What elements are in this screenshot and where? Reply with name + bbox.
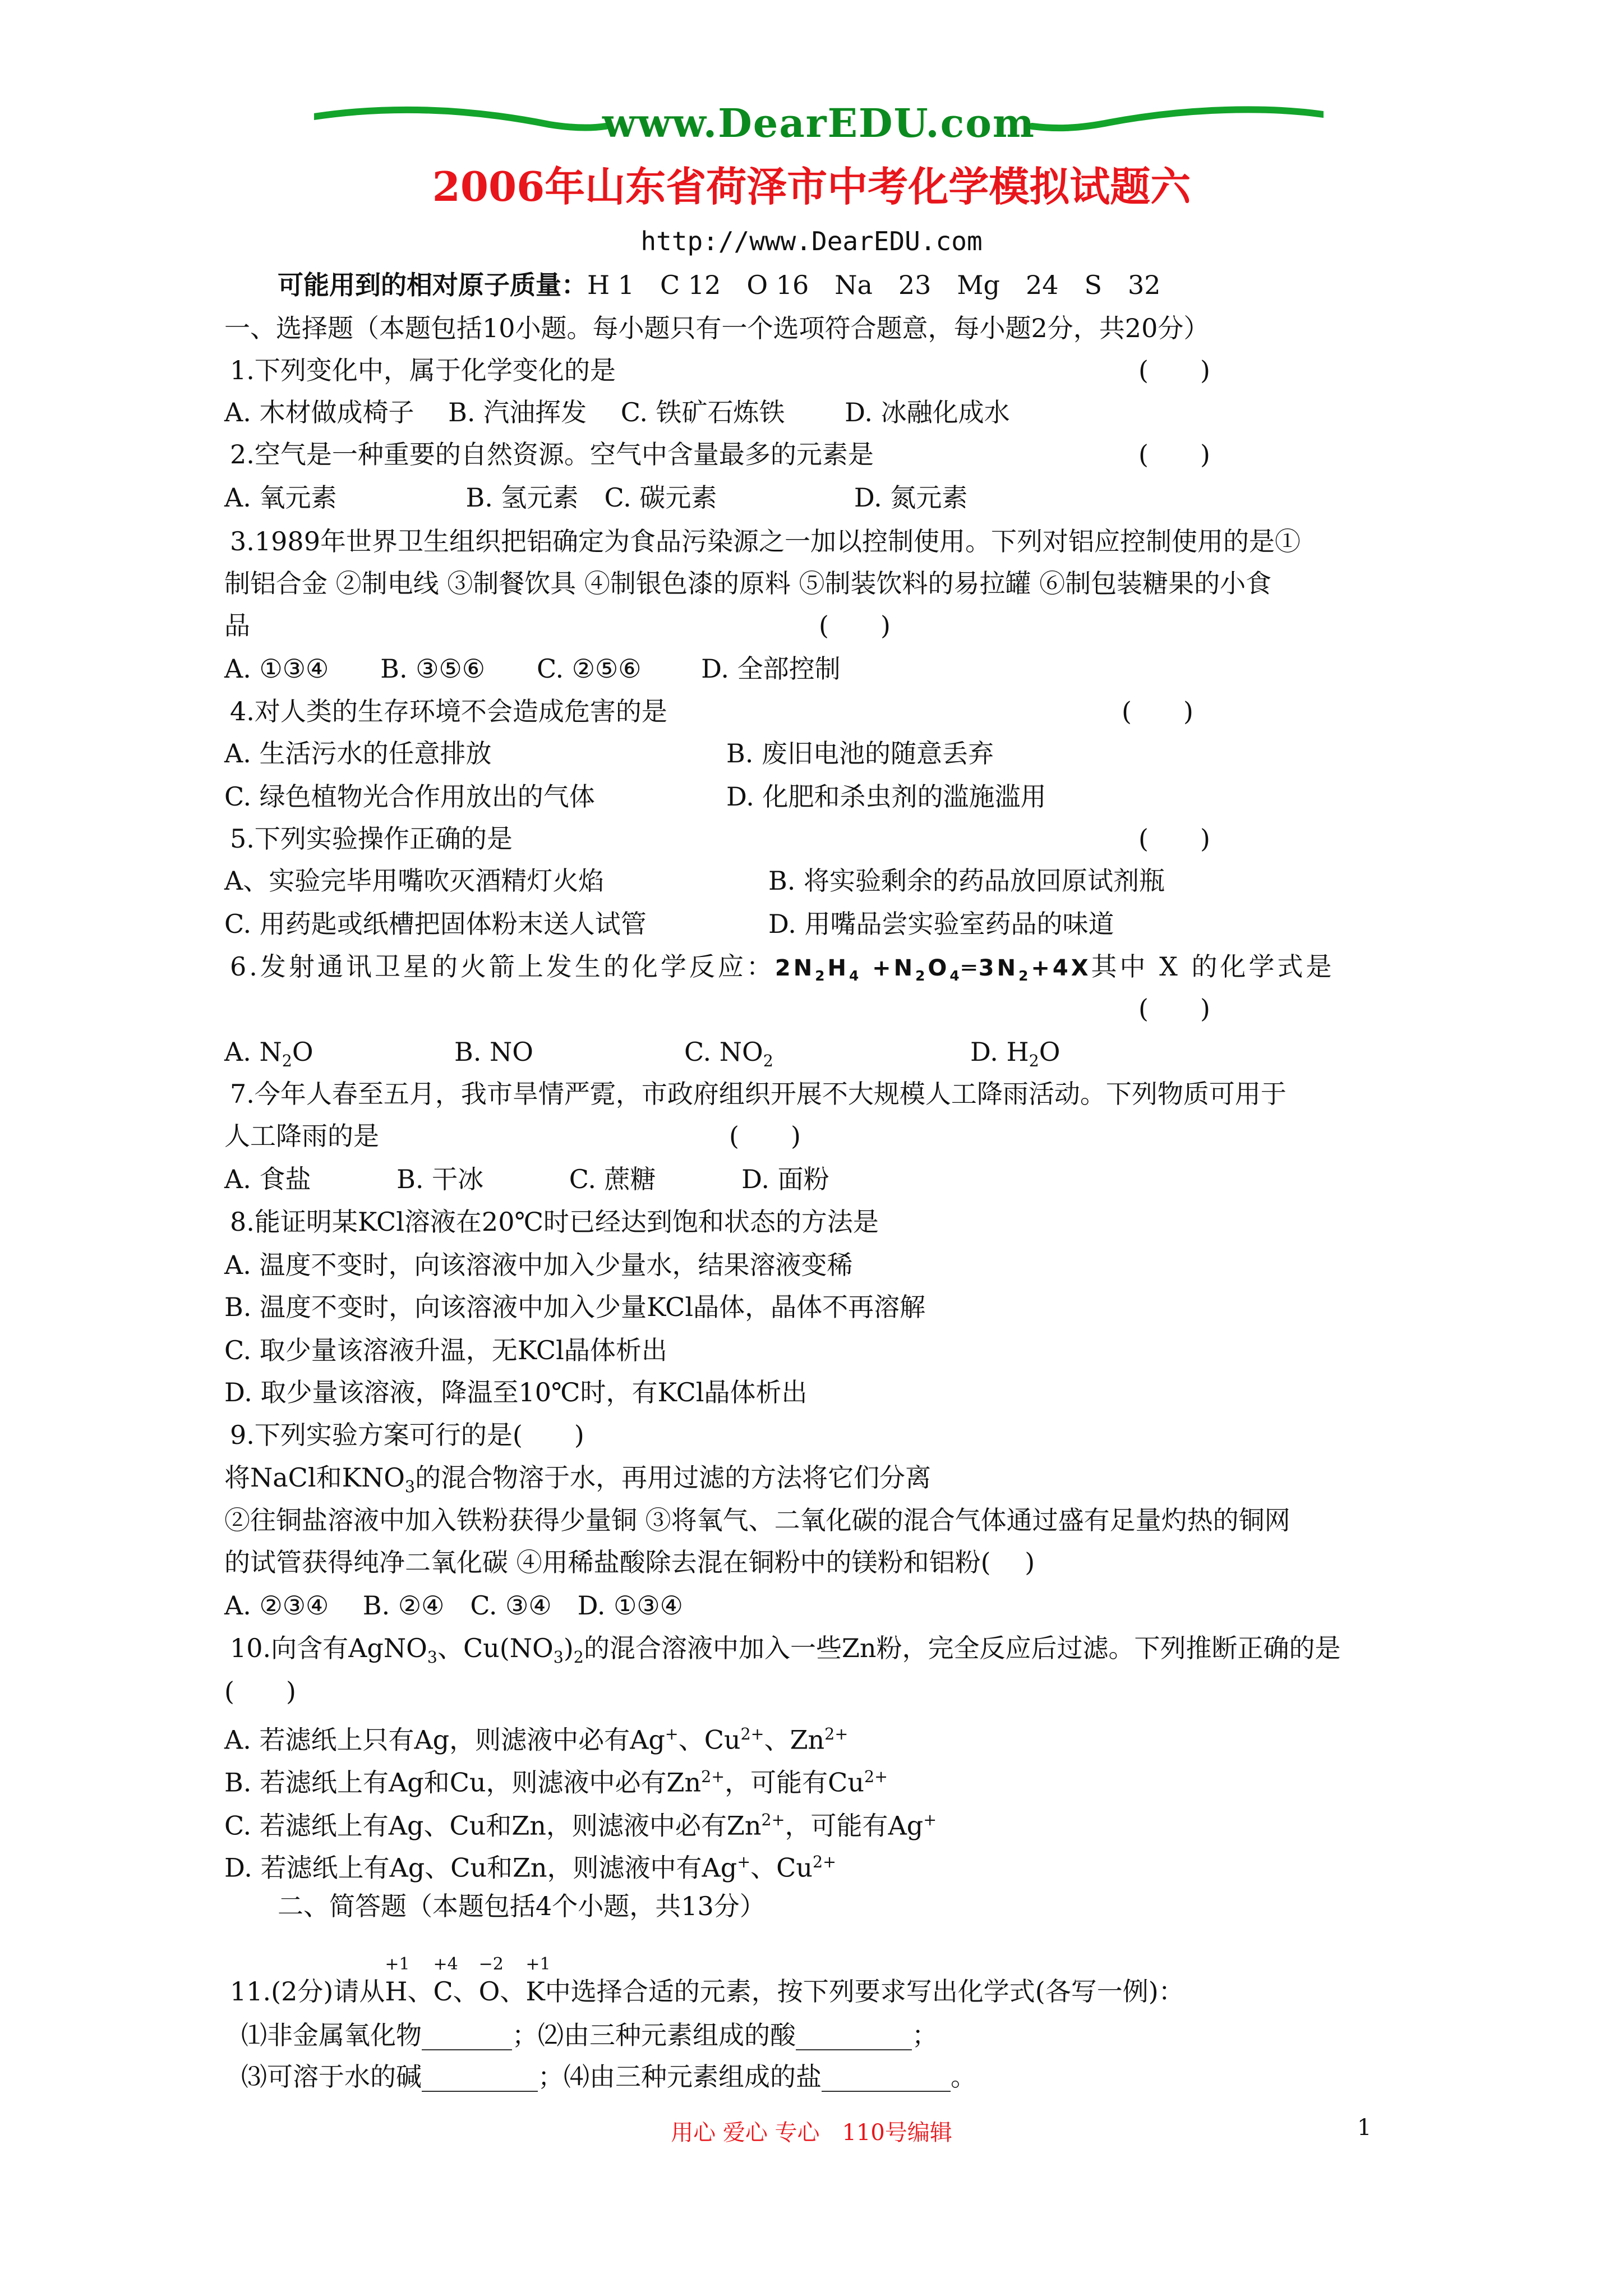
q7-line1: 7.今年人春至五月，我市旱情严霓，市政府组织开展不大规模人工降雨活动。下列物质可用于	[230, 1079, 1287, 1109]
q6-stem: 6.发射通讯卫星的火箭上发生的化学反应：	[230, 951, 775, 982]
atomic-mass-label: 可能用到的相对原子质量：	[278, 270, 587, 300]
q11-element-c: +4 C	[433, 1954, 458, 2007]
q7-line2: 人工降雨的是	[224, 1121, 379, 1151]
q9-line1: 将NaCl和$KNO_3$的混合物溶于水，再用过滤的方法将它们分离	[224, 1462, 932, 1497]
q10-option-b: B. 若滤纸上有Ag和Cu，则滤液中必有$Zn^{2+}$，可能有$Cu^{2+}$	[224, 1767, 888, 1798]
site-banner	[314, 95, 1324, 157]
q6-option-b: B. NO	[454, 1037, 534, 1067]
q5-option-d: D. 用嘴品尝实验室药品的味道	[768, 909, 1114, 939]
q3-line3: 品	[224, 610, 250, 641]
q1-options: A. 木材做成椅子 B. 汽油挥发 C. 铁矿石炼铁 D. 冰融化成水	[224, 397, 1010, 427]
q2-answer-paren: ( )	[1138, 439, 1210, 470]
q4-answer-paren: ( )	[1122, 696, 1193, 726]
q7-answer-paren: ( )	[729, 1121, 801, 1151]
q11-element-h: +1 H	[385, 1954, 410, 2007]
q1-answer-paren: ( )	[1138, 355, 1210, 385]
q3-options: A. ①③④ B. ③⑤⑥ C. ②⑤⑥ D. 全部控制	[224, 654, 841, 684]
q5-stem: 5.下列实验操作正确的是	[230, 823, 513, 854]
q10-option-c: C. 若滤纸上有Ag、Cu和Zn，则滤液中必有$Zn^{2+}$，可能有Ag+	[224, 1810, 937, 1841]
q10-stem: 10.向含有AgNO$_3$、$Cu(NO_3)_2$的混合溶液中加入一些Zn粉，完全反应后过滤。下列推断正确的是	[230, 1633, 1341, 1667]
q11-element-k: +1 K	[525, 1954, 551, 2007]
q11-part1: ⑴非金属氧化物_______；⑵由三种元素组成的酸_________；	[241, 2020, 938, 2050]
page-footer: 用心 爱心 专心 110号编辑	[671, 2120, 952, 2146]
q6-equation: $2N_2H_4$ $+N_2O_4═3N_2+4X$	[774, 955, 1091, 984]
section1-heading: 一、选择题（本题包括10小题。每小题只有一个选项符合题意，每小题2分，共20分）	[224, 313, 1210, 343]
q3-line2: 制铝合金 ②制电线 ③制餐饮具 ④制银色漆的原料 ⑤制装饮料的易拉罐 ⑥制包装糖果的小食	[224, 568, 1272, 599]
q9-stem: 9.下列实验方案可行的是( )	[230, 1420, 584, 1450]
q9-options: A. ②③④ B. ②④ C. ③④ D. ①③④	[224, 1590, 683, 1621]
q4-option-c: C. 绿色植物光合作用放出的气体	[224, 781, 595, 812]
q10-option-d: D. 若滤纸上有Ag、Cu和Zn，则滤液中有Ag+、$Cu^{2+}$	[224, 1852, 837, 1883]
page-number: 1	[1357, 2115, 1372, 2141]
q3-line1: 3.1989年世界卫生组织把铝确定为食品污染源之一加以控制使用。下列对铝应控制使用的是①	[230, 526, 1301, 556]
atomic-mass-line	[278, 268, 1161, 302]
q11-stem: 11.(2分)请从 +1 H、 +4 C、 −2 O、 +1 K中选择合适的元素，按下列要求写出化学式(各写一例)：	[230, 1975, 1184, 2008]
q8-option-d: D. 取少量该溶液，降温至10℃时，有KCl晶体析出	[224, 1377, 808, 1407]
q2-options: A. 氧元素 B. 氢元素 C. 碳元素 D. 氮元素	[224, 482, 968, 513]
q11-element-o: −2 O	[478, 1954, 504, 2007]
q4-option-a: A. 生活污水的任意排放	[224, 738, 492, 769]
q9-line3: 的试管获得纯净二氧化碳 ④用稀盐酸除去混在铜粉中的镁粉和铝粉( )	[224, 1547, 1035, 1577]
q10-answer-paren: ( )	[224, 1676, 296, 1706]
q8-option-c: C. 取少量该溶液升温，无KCl晶体析出	[224, 1335, 667, 1365]
q1-stem: 1.下列变化中，属于化学变化的是	[230, 355, 616, 385]
q5-option-c: C. 用药匙或纸槽把固体粉末送人试管	[224, 909, 647, 939]
q11-part2: ⑶可溶于水的碱_________；⑷由三种元素组成的盐__________。	[241, 2062, 976, 2092]
banner-text: www.DearEDU.com	[602, 100, 1035, 146]
q5-option-a: A、实验完毕用嘴吹灭酒精灯火焰	[224, 866, 605, 896]
q9-line2: ②往铜盐溶液中加入铁粉获得少量铜 ③将氧气、二氧化碳的混合气体通过盛有足量灼热的铜网	[224, 1505, 1290, 1535]
section2-heading: 二、简答题（本题包括4个小题，共13分）	[278, 1891, 766, 1921]
q10-option-a: A. 若滤纸上只有Ag，则滤液中必有Ag+、$Cu^{2+}$、$Zn^{2+}$	[224, 1724, 849, 1755]
source-url: http://www.DearEDU.com	[640, 226, 983, 256]
q8-option-a: A. 温度不变时，向该溶液中加入少量水，结果溶液变稀	[224, 1250, 853, 1280]
q4-option-b: B. 废旧电池的随意丢弃	[726, 738, 994, 769]
page-title: 2006年山东省荷泽市中考化学模拟试题六	[432, 163, 1191, 210]
q6-option-c: C. $NO_2$	[684, 1037, 773, 1071]
q3-answer-paren: ( )	[819, 610, 891, 641]
q8-stem: 8.能证明某KCl溶液在20℃时已经达到饱和状态的方法是	[230, 1207, 879, 1237]
q2-stem: 2.空气是一种重要的自然资源。空气中含量最多的元素是	[230, 439, 874, 470]
q4-stem: 4.对人类的生存环境不会造成危害的是	[230, 696, 667, 726]
q6-answer-paren: ( )	[1138, 993, 1210, 1024]
q5-answer-paren: ( )	[1138, 823, 1210, 854]
q6-option-a: A. $N_2O$	[224, 1037, 313, 1071]
q6-tail: 其中 X 的化学式是	[1091, 951, 1335, 982]
q4-option-d: D. 化肥和杀虫剂的滥施滥用	[726, 781, 1046, 812]
atomic-mass-values: H 1 C 12 O 16 Na 23 Mg 24 S 32	[587, 270, 1161, 300]
q6-option-d: D. $H_2O$	[970, 1037, 1061, 1071]
q6-stem-line	[230, 950, 1335, 993]
q5-option-b: B. 将实验剩余的药品放回原试剂瓶	[768, 866, 1165, 896]
q8-option-b: B. 温度不变时，向该溶液中加入少量KCl晶体，晶体不再溶解	[224, 1292, 926, 1322]
q7-options: A. 食盐 B. 干冰 C. 蔗糖 D. 面粉	[224, 1164, 829, 1194]
